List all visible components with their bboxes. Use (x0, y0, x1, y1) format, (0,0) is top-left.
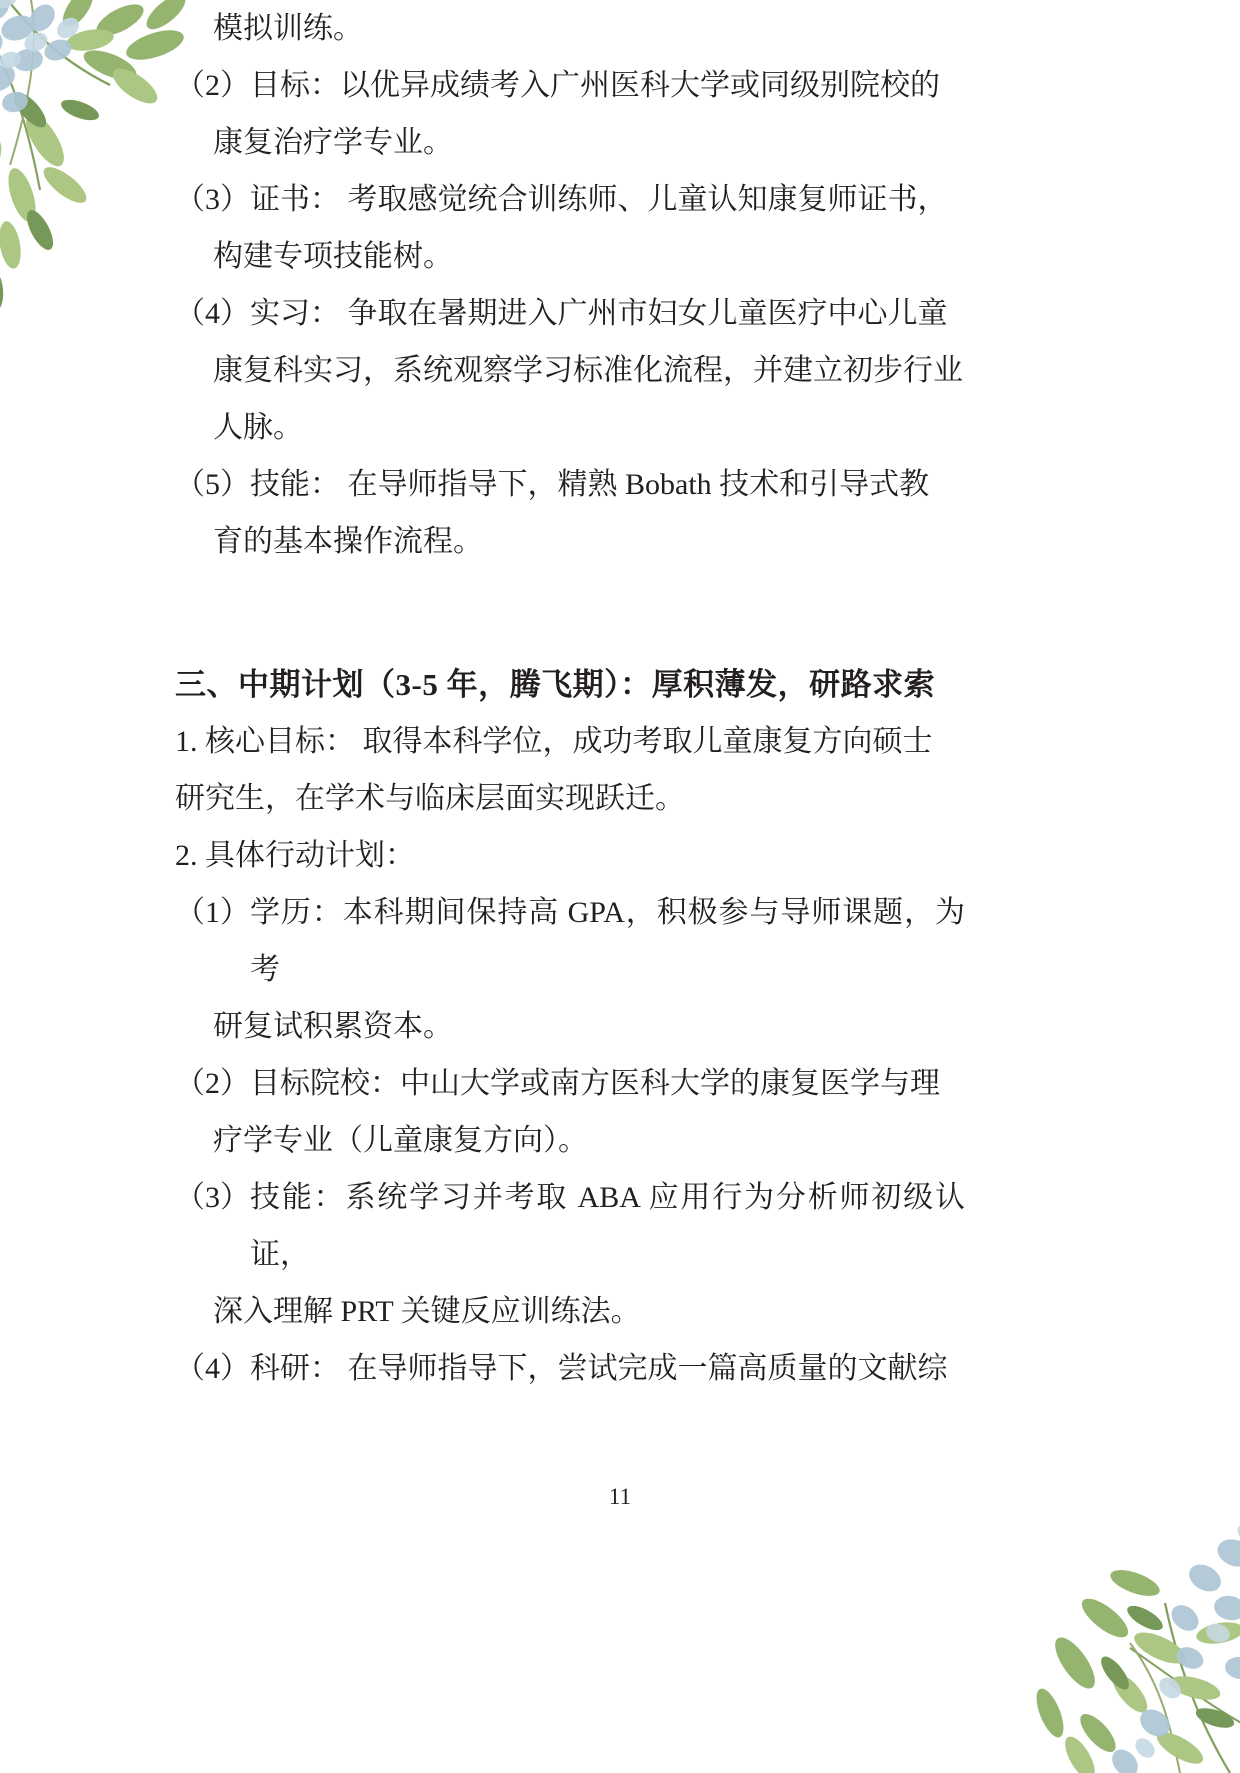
plan-item-3-skills-text: 技能：系统学习并考取 ABA 应用行为分析师初级认证， (250, 1181, 965, 1271)
action-plan-title: 2. 具体行动计划： (175, 839, 415, 872)
list-item-3-certificate-line2: 构建专项技能树。 (213, 240, 453, 273)
plan-item-2-target-school (175, 1055, 965, 1112)
text-content (175, 0, 965, 1397)
list-item-2-goal-line2: 康复治疗学专业。 (213, 126, 453, 159)
list-item-2-goal-text: 目标：以优异成绩考入广州医科大学或同级别院校的 (250, 69, 940, 102)
list-item-4-internship-line2: 康复科实习，系统观察学习标准化流程，并建立初步行业 (213, 354, 963, 387)
plan-item-1-education-marker: （1） (175, 896, 250, 929)
list-item-4-internship (175, 285, 965, 342)
section-spacer (175, 570, 965, 656)
list-item-3-certificate (175, 171, 965, 228)
list-item-5-skills-marker: （5） (175, 468, 250, 501)
list-item-5-skills (175, 456, 965, 513)
list-item-4-internship-marker: （4） (175, 297, 250, 330)
plan-item-1-education-line2: 研复试积累资本。 (213, 1010, 453, 1043)
plan-item-3-skills (175, 1169, 965, 1283)
plan-item-2-target-school-line2: 疗学专业（儿童康复方向）。 (213, 1124, 588, 1157)
list-item-4-internship-line3: 人脉。 (213, 411, 303, 444)
list-item-2-goal-marker: （2） (175, 69, 250, 102)
page-number: 11 (608, 1484, 632, 1509)
plan-item-3-skills-line2: 深入理解 PRT 关键反应训练法。 (213, 1295, 641, 1328)
plan-item-2-target-school-text: 目标院校：中山大学或南方医科大学的康复医学与理 (250, 1067, 940, 1100)
plan-item-4-research-marker: （4） (175, 1352, 250, 1385)
list-item-2-goal (175, 57, 965, 114)
plan-item-1-education (175, 884, 965, 998)
list-item-3-certificate-marker: （3） (175, 183, 250, 216)
list-item-4-internship-text: 实习： 争取在暑期进入广州市妇女儿童医疗中心儿童 (250, 297, 948, 330)
core-goal-line2: 研究生，在学术与临床层面实现跃迁。 (175, 782, 685, 815)
list-item-5-skills-text: 技能： 在导师指导下，精熟 Bobath 技术和引导式教 (250, 468, 930, 501)
plan-item-1-education-text: 学历：本科期间保持高 GPA，积极参与导师课题，为考 (250, 896, 965, 986)
paragraph-continuation-simulation: 模拟训练。 (213, 12, 363, 45)
core-goal-line1: 1. 核心目标： 取得本科学位，成功考取儿童康复方向硕士 (175, 725, 933, 758)
list-item-3-certificate-text: 证书： 考取感觉统合训练师、儿童认知康复师证书， (250, 183, 948, 216)
plan-item-3-skills-marker: （3） (175, 1181, 250, 1214)
plan-item-4-research-text: 科研： 在导师指导下，尝试完成一篇高质量的文献综 (250, 1352, 948, 1385)
section-heading-midterm: 三、中期计划（3-5 年，腾飞期）：厚积薄发，研路求索 (175, 667, 936, 702)
plan-item-4-research (175, 1340, 965, 1397)
plan-item-2-target-school-marker: （2） (175, 1067, 250, 1100)
list-item-5-skills-line2: 育的基本操作流程。 (213, 525, 483, 558)
